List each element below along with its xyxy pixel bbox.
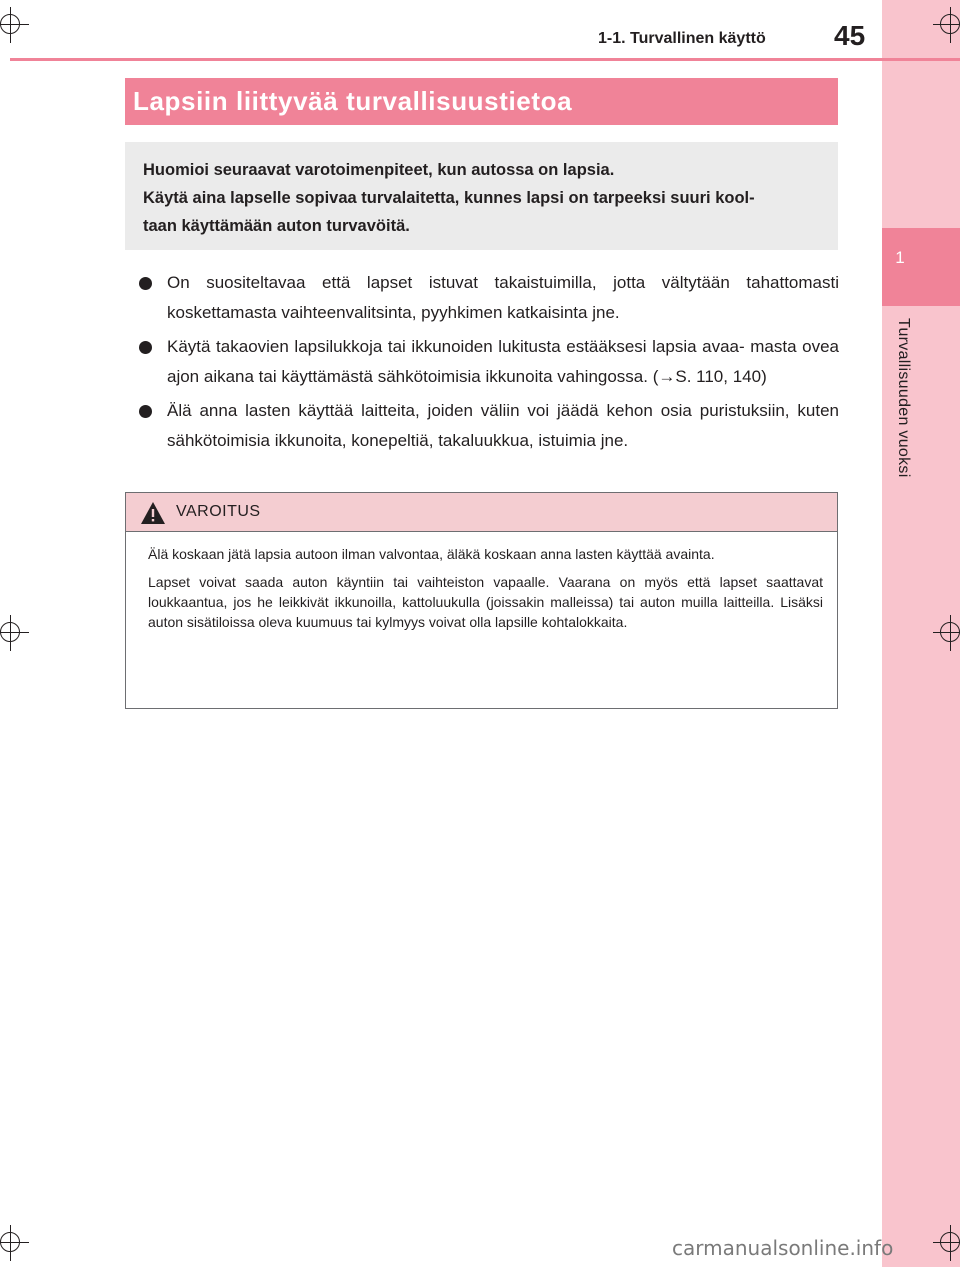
intro-box (125, 142, 838, 250)
crop-mark-icon (940, 1232, 960, 1252)
warning-paragraph: Älä koskaan jätä lapsia autoon ilman valvontaa, äläkä koskaan anna lasten käyttää avainta. (148, 546, 715, 562)
bullet-icon (139, 277, 152, 290)
intro-line: taan käyttämään auton turvavöitä. (143, 217, 410, 235)
side-tab-label: Turvallisuuden vuoksi (895, 318, 912, 478)
bullet-list (139, 268, 839, 460)
crop-mark-icon (940, 622, 960, 642)
header-rule (10, 58, 960, 61)
crop-mark-icon (0, 1232, 20, 1252)
warning-title: VAROITUS (176, 503, 261, 520)
bullet-text: Älä anna lasten käyttää laitteita, joiden väliin voi jäädä kehon osia puristuksiin, kuten sähkötoimisia ikkunoita, konepeltiä, takaluukkua, istuimia jne. (167, 401, 839, 450)
warning-triangle-icon (140, 501, 166, 525)
bullet-text: On suositeltavaa että lapset istuvat takaistuimilla, jotta vältytään tahattomasti koskettamasta vaihteenvalitsinta, pyyhkimen katkaisinta jne. (167, 273, 839, 322)
intro-line: Huomioi seuraavat varotoimenpiteet, kun autossa on lapsia. (143, 161, 615, 179)
warning-box (125, 492, 838, 709)
warning-body (126, 532, 837, 632)
bullet-item (139, 332, 839, 392)
crop-mark-icon (0, 14, 20, 34)
page-number: 45 (834, 20, 866, 51)
crop-mark-icon (0, 622, 20, 642)
bullet-item (139, 396, 839, 456)
bullet-icon (139, 341, 152, 354)
watermark: carmanualsonline.info (672, 1236, 894, 1260)
warning-paragraph: Lapset voivat saada auton käyntiin tai vaihteiston vapaalle. Vaarana on myös että lapset saattavat loukkaantua, jos he leikkivät ikkunoilla, kattoluukulla (joissakin malleissa) tai auton muilla laitteilla. Lisäksi auton sisätiloissa oleva kuumuus tai kylmyys voivat olla lapsille kohtalokkaita. (148, 574, 823, 630)
crop-mark-icon (940, 14, 960, 34)
bullet-text: Käytä takaovien lapsilukkoja tai ikkunoiden lukitusta estääksesi lapsia avaa- masta ovea ajon aikana tai käyttämästä sähkötoimisia ikkunoita vahingossa. (→S. 110, 140) (167, 337, 839, 386)
side-tab-number: 1 (895, 248, 905, 267)
bullet-item (139, 268, 839, 328)
bullet-icon (139, 405, 152, 418)
warning-header (126, 493, 837, 532)
section-title: Lapsiin liittyvää turvallisuustietoa (125, 78, 838, 125)
intro-line: Käytä aina lapselle sopivaa turvalaitetta, kunnes lapsi on tarpeeksi suuri kool- (143, 189, 755, 207)
header-section-title: 1-1. Turvallinen käyttö (598, 30, 766, 47)
